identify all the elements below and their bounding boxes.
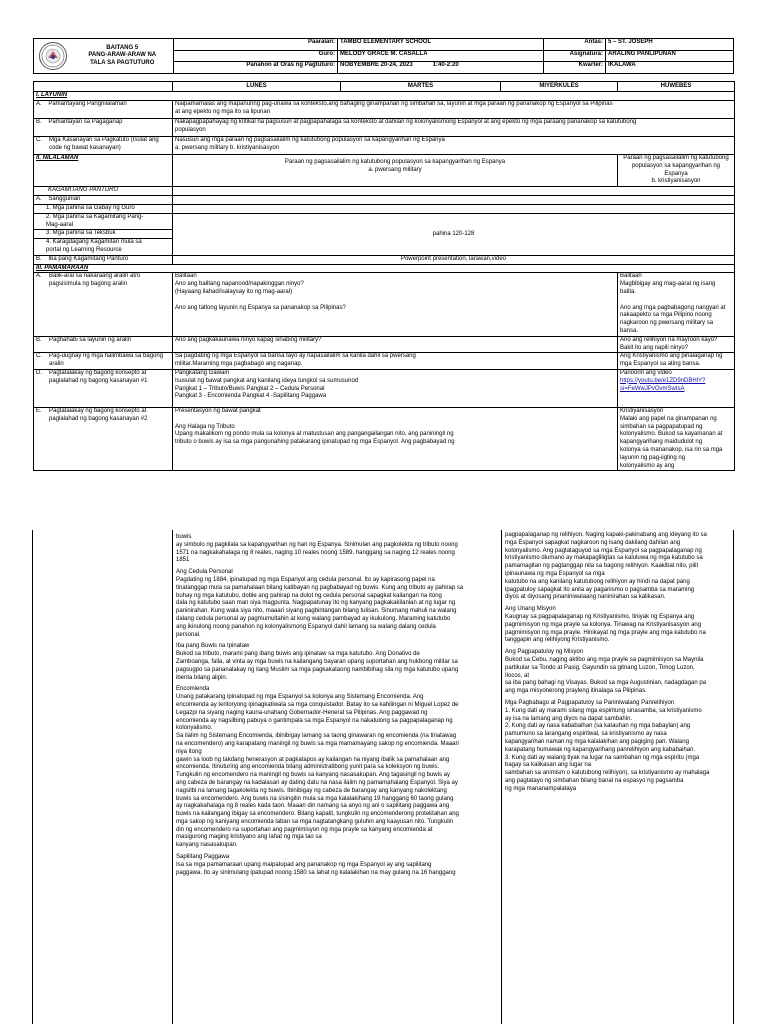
header-table xyxy=(33,38,734,74)
pamamaraan-a-label: A. Balik-aral sa nakaraang aralin at/o pagsisimula ng bagong aralin xyxy=(34,273,173,336)
pahina-value: pahina 120-128 xyxy=(173,213,735,255)
layunin-a-value: Naipamamalas ang mapanuring pag-unawa sa konteksto,ang bahaging ginampanan ng simbahan sa, layunin at mga paraan ng pananakop ng Espanyol sa Pilipinas at ang epekto ng mga ito sa lipunan xyxy=(173,101,735,119)
layunin-b-label: B. Pamantayan sa Pagaganap xyxy=(34,119,173,137)
pamamaraan-b-right: Ano ang relihiyon na mayroon kayo? Bakit ito ang napili ninyo? xyxy=(618,336,735,353)
pamamaraan-e-left: Presentasyon ng bawat pangkat Ang Halaga ng Tributo Upang makalikom ng pondo mula sa kolonya at matustusan ang pangangailangan nito, ang paniningil ng tributo o buwis ay isa sa mga pangunahing patakarang ipinatupad ng mga Espanyol. Ang pagbabayad ng xyxy=(173,407,618,470)
layunin-b-value: Nakapagpapahayag ng kritikal na pagsusuri at pagpapahalaga sa konteksto at dahilan ng kolonyalismong Espanyol at ang epekto ng mga paraang pananakop sa katutubong populasyon xyxy=(173,119,735,137)
lesson-plan-table xyxy=(33,81,735,471)
pagbabago-paniniwala-section: Mga Pagbabago at Pagpapatuloy sa Paniniwalang Panrelihiyon 1. Kung dati ay marami silang mga espiritung sinasamba, sa kristiyanismo ay isa na lamang ang diyos na dapat sambahin. 2. Kung dati ay nasa kababaihan (sa katauhan ng mga babaylan) ang pamumuno sa larangang espiritwal, sa kristiyanismo ay nasa kapangyarihan naman ng mga kalalakihan ang pagiging pari. Walang karapatang humawak ng kapangyarihang panrelihiyon ang kababaihan. 3. Kung dati ay walang tiyak na lugar na sambahan ng mga espiritu (mga bagay sa kalikasan ang lugar na sambahan sa animism o katutubong relihiyon), sa kristiyanismo ay mahalaga ang pagtatayo ng simbahan bilang banal na espasyo ng pagsamba ng mga mananampalataya xyxy=(505,699,710,792)
sanggunian-item-2: 2. Mga pahina sa Kagamitang Pang- Mag-aaral xyxy=(34,213,173,230)
pamamaraan-d-right xyxy=(618,369,735,407)
video-link[interactable]: https://youtu.be/e1ZD9nDBHlY?si=FeWwJPvOvmSwtsA xyxy=(620,377,706,392)
paaralan-value: TAMBO ELEMENTARY SCHOOL xyxy=(338,39,544,51)
pamamaraan-d-text: Pagtatalakay ng bagong konsepto at paglalahad ng bagong kasanayan #1 xyxy=(49,369,148,384)
teaching-record-title: TALA SA PAGTUTURO xyxy=(90,59,155,66)
layunin-c-text: Mga Kasanayan sa Pagkatuto (Isulat ang code ng bawat kasanayan) xyxy=(49,137,159,151)
pamamaraan-c-text: Pag-uugnay ng mga halimbawa sa bagong aralin xyxy=(49,353,164,368)
encomienda-section: Encomienda Unang patakarang ipinatupad ng mga Espanyol sa kolonya ang Sistemang Encomienda. Ang encomienda ay teritoryong ipinagkatiwala sa mga conquistador. Batay ito sa kahilingan ni Miguel Lopez de Legazpi na siyang naging kauna-unahang Gobernador-Heneral sa Pilipinas. Ang paggawad ng encomienda ay nagsilbing pabuya o gantimpala sa mga Espanyol na nakatulong sa pagpapalaganap ng kolonyalismo. Sa ilalim ng Sistemang Encomienda, ibinibigay lamang sa taong ginawaran ng encomienda (na tinatawag na encomendero) ang karapatang maningil ng buwis sa mga mamamayang sakop ng encomienda. Maaari niya itong gawin sa loob ng takdang henerasyon at pagkatapos ay kailangan na niyang ibalik sa pamahalaan ang encomienda. Itinuturing ang encomienda bilang administratibong yunit para sa koleksyon ng buwis. Tungkulin ng encomendero na maningil ng buwis sa kanyang nasasakupan. Ang tagasingil ng buwis ay ang cabeza de barangay na kadalasan ay dating datu na nasa ilalim ng pamamahalang Espanyol. Siya ay nagsilbi na lamang tagakolekta ng buwis. Ibinibigay ng cabeza de barangay ang kanyang nakolektang buwis sa encomendero. Ang buwis na sisingilin mula sa mga kalalakihang 19 hanggang 60 taong gulang ay nagkakahalaga ng 8 reales kada taon. Maaari din namang sa anyo ng ani o sapilitang paggawa ang buwis na kailangang ibigay sa encomendero. Bilang kapalit, tungkulin ng encomenderong protektahan ang mga sakop ng kaniyang encomienda laban sa mga nagtatangkang guluhin ang kaayusan nito. Tungkulin din ng encomendero na suportahan ang pagmimisyon ng mga prayle sa kanyang encomienda at masigurong maging kristiyano ang lahat ng mga tao sa kanyang nasasakupan. xyxy=(176,686,459,849)
deped-seal-icon xyxy=(39,42,67,70)
kwarter-label: Kwarter: xyxy=(544,62,606,74)
days-row xyxy=(34,82,735,92)
layunin-b-text: Pamantayan sa Pagaganap xyxy=(48,119,123,125)
panahon-label: Panahon at Oras ng Pagtuturo: xyxy=(174,62,338,74)
page-gap xyxy=(0,480,768,530)
panahon-value xyxy=(338,62,544,74)
section-layunin-title: I. LAYUNIN xyxy=(34,92,735,101)
lesson-plan-page-2 xyxy=(0,530,768,1024)
kagamitan-title: KAGAMITANG PANTURO xyxy=(34,187,173,196)
video-instruction: Panoorin ang video xyxy=(620,369,672,376)
page2-label-column xyxy=(32,530,172,1024)
page2-right-column xyxy=(502,530,734,1024)
iba-pang-kagamitan-label: B. Iba pang Kagamitang Panturo xyxy=(34,255,173,264)
section-pamamaraan-title: III. PAMAMARAAN xyxy=(34,264,735,273)
pamamaraan-c-left: Sa pagdating ng mga Espanyol sa bansa tayo ay napasailalim sa kanila dahil sa pwersang militar.Maraming mga pagbabago ang naganap. xyxy=(173,353,618,370)
nilalaman-left: Paraan ng pagsasailalim ng katutubong populasyon sa kapangyarihan ng Espanya a. pwersang military xyxy=(173,155,618,187)
sanggunian-label: A. Sanggunian xyxy=(34,196,173,205)
day-lunes: LUNES xyxy=(173,82,341,92)
day-martes: MARTES xyxy=(341,82,501,92)
nilalaman-right: Paraan ng pagsasailalim ng katutubong populasyon sa kapangyarihan ng Espanya b. kristiyanisasyon xyxy=(618,155,735,187)
layunin-c-label: C. Mga Kasanayan sa Pagkatuto (Isulat ang code ng bawat kasanayan) xyxy=(34,137,173,155)
sapilitang-paggawa-section: Sapilitang Paggawa Isa sa mga pamamaraan upang maipatupad ang pananakop ng mga Espanyol ay ang sapilitang paggawa. Ito ay sinimulang ipatupad noong 1580 sa lahat ng kalalakihan na may gulang na 16 hanggang xyxy=(176,854,456,876)
lesson-plan-page-1 xyxy=(0,0,768,480)
pamamaraan-e-label: E. Pagtatalakay ng bagong konsepto at paglalahad ng bagong kasanayan #2 xyxy=(34,407,173,470)
guro-value: MELODY GRACE M. CASALLA xyxy=(338,50,544,62)
section-nilalaman-title: II. NILALAMAN xyxy=(34,155,173,187)
page2-left-column xyxy=(172,530,502,1024)
cedula-personal-section: Ang Cedula Personal Pagdating ng 1884, ipinatupad ng mga Espanyol ang cedula personal. Ito ay kapirasong papel na tinatanggap mula sa pamahalaan bilang katibayan ng pagbabayad ng buwis. Kung ang tributo ay pahirap sa buhay ng mga katutubo, doble ang pahirap na dulot ng cedula personal sapagkat kailangan na itong dala ng katutubo saan man siya magpunta. Nagpapatunay ito ng kanyang pagkakakilanlan at ng lugar ng paninirahan. Kung wala siya nito, maaari siyang pagbintangan bilang tulisan. Sinumang mahuli na walang dalang cedula personal ay pagmumultahin at kung walang pambayad ay ikukulong. Maraming katutubo ang ikinulong noong panahon ng kolonyalismong Espanyol dahil lamang sa walang dalang cedula personal. xyxy=(176,569,464,638)
sanggunian-text: Sanggunian xyxy=(48,196,81,203)
sanggunian-item-3: 3. Mga pahina sa Teksbuk xyxy=(34,230,173,239)
pagpapatuloy-misyon-section: Ang Pagpapatuloy ng Misyon Bukod sa Cebu, naging aktibo ang mga prayle sa pagmimisyon sa Maynila partikular sa Tondo at Pasig. Gayundin sa gitnang Luzon, Timog Luzon, Ilocos, at sa iba pang bahagi ng Visayas. Bukod sa mga Augustinian, nadagdagan pa ang mga misyonerong prayleng itinalaga sa Pilipinas. xyxy=(505,649,707,695)
pamamaraan-d-left: Pangkatang Gawain Isusulat ng bawat pangkat ang kanilang ideya tungkol sa sumusunod Pangkat 1 – Tributo/Buwis Pangkat 2 – Cedula Personal Pangkat 3 - Encomienda Pangkat 4 -Sapilitang Paggawa xyxy=(173,369,618,407)
panahon-time: 1:40-2:20 xyxy=(432,62,459,69)
antas-value: 5 – ST. JOSEPH xyxy=(606,39,734,51)
pamamaraan-c-label: C. Pag-uugnay ng mga halimbawa sa bagong aralin xyxy=(34,353,173,370)
iba-pang-kagamitan-text: Iba pang Kagamitang Panturo xyxy=(48,255,129,262)
sanggunian-item-4: 4. Karagdagang Kagamitan mula sa portal ng Learning Resource xyxy=(34,239,173,256)
pamamaraan-c-right: Ang Kristiyanismo ang pinalaganap ng mga Espanyol sa ating bansa. xyxy=(618,353,735,370)
pamamaraan-a-text: Balik-aral sa nakaraang aralin at/o pagsisimula ng bagong aralin xyxy=(49,273,141,288)
pamamaraan-d-label: D. Pagtatalakay ng bagong konsepto at paglalahad ng bagong kasanayan #1 xyxy=(34,369,173,407)
asignatura-label: Asignatura: xyxy=(544,50,606,62)
antas-label: Antas: xyxy=(544,39,606,51)
iba-pang-buwis-section: Iba pang Buwis na Ipinataw Bukod sa tributo, marami pang ibang buwis ang ipinataw sa mga katutubo. Ang Donativo de Zamboanga, falla, at vinta ay mga buwis na kailangang bayaran upang suportahan ang hukbong militar sa pagsugpo sa pananalakay ng ilang Muslim sa mga pagkakataong nambibihag sila ng mga katutubo upang ibenta bilang alipin. xyxy=(176,643,459,681)
pamamaraan-b-text: Paghahabi sa layunin ng aralin xyxy=(49,336,132,343)
layunin-a-label: A. Pamantayang Pangnilalaman xyxy=(34,101,173,119)
deped-seal-cell xyxy=(34,39,72,74)
day-huwebes: HUWEBES xyxy=(618,82,735,92)
layunin-c-value: Nasusuri ang mga paraan ng pagsasailalim ng katutubong populasyon sa kapangyarihan ng Espanya a. pwersang military b. kristiyanisasyon xyxy=(173,137,735,155)
daily-log-title: PANG-ARAW-ARAW NA xyxy=(88,52,157,59)
day-miyerkules: MIYERKULES xyxy=(501,82,618,92)
kwarter-value: IKALAWA xyxy=(606,62,734,74)
pamamaraan-b-left: Ano ang pagkakaunawa ninyo kapag sinabing military? xyxy=(173,336,618,353)
pamamaraan-e-right: Kristiyanisasyon Malaki ang papel na ginampanan ng simbahan sa pagpapatupad ng kolonyalismo. Bukod sa kayamanan at kapangyarihang maidudulot ng kolonya sa mananakop, isa rin sa mga layunin ng pag-iigting ng kolonyalismo ay ang xyxy=(618,407,735,470)
pamamaraan-a-left: Balitaan Ano ang balitang napanood/napakinggan ninyo? (Hayaang ilahad/isalaysay ito ng mag-aaral) Ano ang tatlong layunin ng Espanya sa pananakop sa Pilipinas? xyxy=(173,273,618,336)
guro-label: Guro: xyxy=(174,50,338,62)
kristiyanisasyon-continued: pagpapalaganap ng relihiyon. Naging kapaki-pakinabang ang ideyang ito sa mga Espanyol sapagkat nagkaroon ng isang dakilang dahilan ang kolonyalismo. Ang pagtataguyod sa mga Espanyol sa pagpapalaganap ng kristiyanismo diumano ay makapagliligtas sa kaluluwa ng mga katutubo sa pamamagitan ng pagtanggap nila sa bagong relihiyon. Kaakibat nito, pilit ipinaunawa ng mga Espanyol sa mga katutubo na ang kanilang katutubong relihiyon ay hindi na dapat pang ipagpatuloy sapagkat ito anila ay paganismo o pagsamba sa maraming diyos at diyosang pinaniniwalaang naninirahan sa kalikasan. xyxy=(505,532,707,601)
pamamaraan-b-label: B. Paghahabi sa layunin ng aralin xyxy=(34,336,173,353)
panahon-date: NOBYEMBRE 20-24, 2023 xyxy=(340,62,413,69)
school-title-block xyxy=(72,39,174,74)
asignatura-value: ARALING PANLIPUNAN xyxy=(606,50,734,62)
grade-level-title: BAITANG 5 xyxy=(106,44,139,51)
layunin-a-text: Pamantayang Pangnilalaman xyxy=(48,101,127,107)
pamamaraan-a-right: Balitaan Magbibigay ang mag-aaral ng isang balita. Ano ang mga pagbabagong nangyari at nakaapekto sa mga Pilipino noong nagkaroon ng pwersang military sa bansa. xyxy=(618,273,735,336)
sanggunian-item-1: 1. Mga pahina sa Gabay ng Guro xyxy=(34,204,173,213)
pamamaraan-e-text: Pagtatalakay ng bagong konsepto at paglalahad ng bagong kasanayan #2 xyxy=(49,407,148,422)
paaralan-label: Paaralan: xyxy=(174,39,338,51)
iba-pang-kagamitan-value: Powerpoint presentation, larawan,video xyxy=(173,255,735,264)
unang-misyon-section: Ang Unang Misyon Kaugnay sa pagpapalaganap ng Kristiyanismo, tiniyak ng Espanya ang pagmimisyon ng mga prayle sa kolonya. Tinawag na Kristiyanisasyon ang pagmimisyon ng mga prayle. Hinikayat ng mga prayle ang mga katutubo na tanggapin ang relihiyong Kristiyanismo. xyxy=(505,606,706,644)
tributo-continued: buwis ay simbolo ng pagkilala sa kapangyarihan ng hari ng Espanya. Sinimulan ang pagkolekta ng tributo noong 1571 na nagkakahalaga ng 8 reales, naging 10 reales noong 1589, hanggang sa naging 12 reales noong 1851 xyxy=(176,534,458,564)
